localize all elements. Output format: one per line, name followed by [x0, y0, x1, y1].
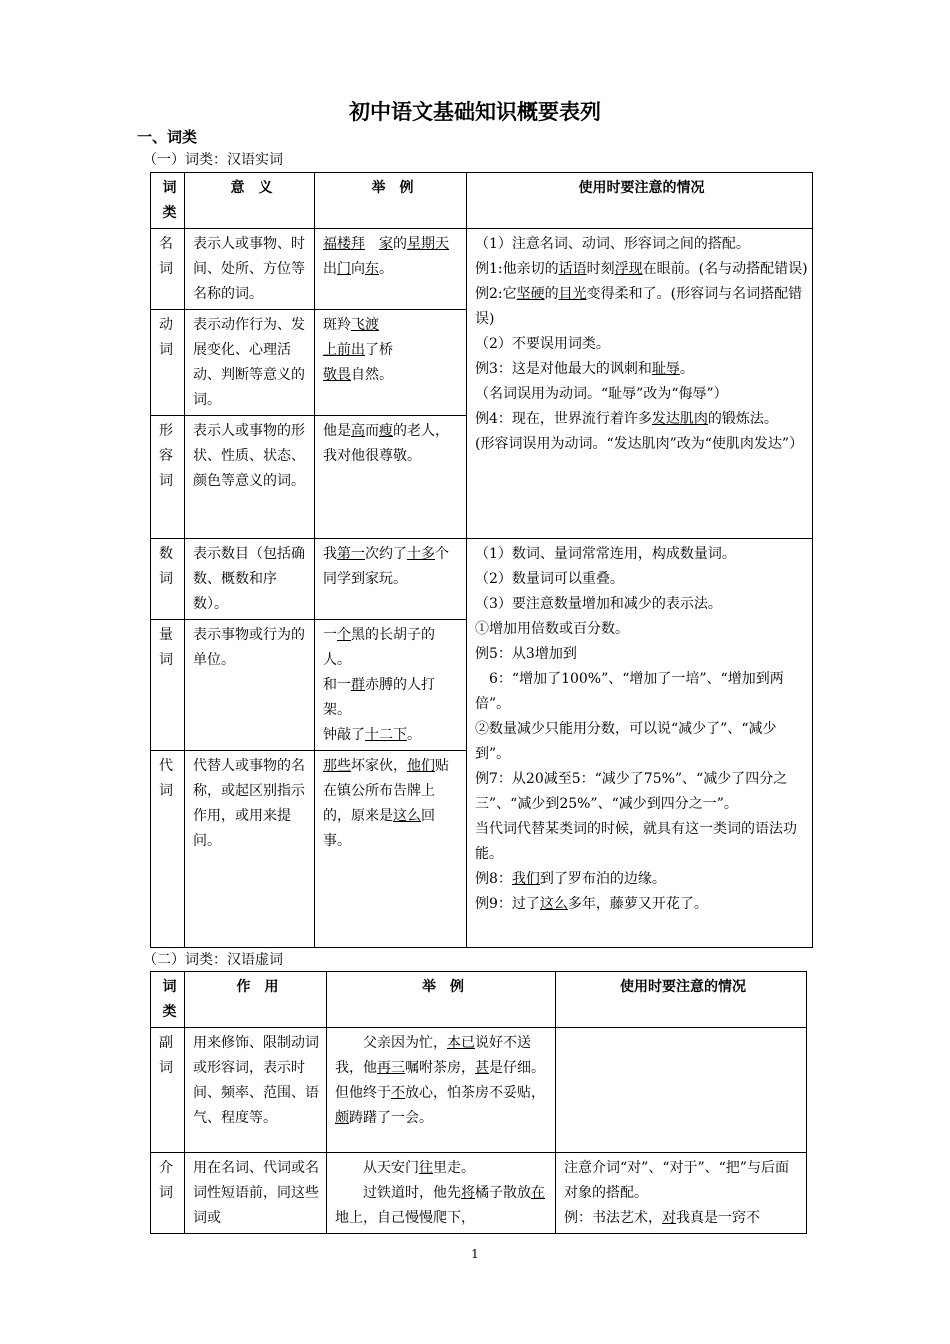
example-measure: 一个黑的长胡子的人。 和一群赤膊的人打架。 钟敲了十二下。 — [315, 620, 467, 751]
example-verb: 斑羚飞渡 上前出了桥 敬畏自然。 — [315, 310, 467, 416]
notes-noun-verb-adj: （1）注意名词、动词、形容词之间的搭配。 例1:他亲切的话语时刻浮现在眼前。(名与动搭配错误) 例2:它坚硬的目光变得柔和了。(形容词与名词搭配错误) （2）不要误用词类。 例3：这是对他最大的讽刺和耻辱。 （名词误用为动词。“耻辱”改为“侮辱”） 例4：现在，世界流行着许多发达肌肉的锻炼法。 (形容词误用为动词。“发达肌肉”改为“使肌肉发达”） — [467, 229, 813, 539]
example-noun: 福楼拜 家的星期天 出门向东。 — [315, 229, 467, 310]
meaning-verb: 表示动作行为、发展变化、心理活动、判断等意义的词。 — [185, 310, 315, 416]
cat-preposition: 介词 — [151, 1153, 185, 1234]
meaning-measure: 表示事物或行为的单位。 — [185, 620, 315, 751]
cat-adj: 形容词 — [151, 416, 185, 539]
example-pronoun: 那些坏家伙，他们贴在镇公所布告牌上的，原来是这么回事。 — [315, 751, 467, 948]
example-numeral: 我第一次约了十多个同学到家玩。 — [315, 539, 467, 620]
example-preposition: 从天安门往里走。 过铁道时，他先将橘子散放在地上，自己慢慢爬下， — [327, 1153, 556, 1234]
content-words-table — [150, 172, 813, 948]
page-title: 初中语文基础知识概要表列 — [349, 100, 601, 124]
cat-measure: 量词 — [151, 620, 185, 751]
subsection-heading-2: （二）词类：汉语虚词 — [143, 952, 283, 968]
section-heading: 一、词类 — [137, 128, 198, 146]
header-meaning: 意 义 — [185, 173, 315, 229]
notes-adverb — [556, 1028, 807, 1153]
notes-num-quant-pron: （1）数词、量词常常连用，构成数量词。 （2）数量词可以重叠。 （3）要注意数量增加和减少的表示法。 ①增加用倍数或百分数。 例5：从3增加到 6：“增加了100%”、“增加了一培”、“增加到两倍”。 ②数量减少只能用分数，可以说“减少了”、“减少到”。 例7：从20减至5：“减少了75%”、“减少了四分之三”、“减少到25%”、“减少到四分之一”。 当代词代替某类词的时候，就具有这一类词的语法功能。 例8：我们到了罗布泊的边缘。 例9：过了这么多年，藤萝又开花了。 — [467, 539, 813, 948]
cat-noun: 名词 — [151, 229, 185, 310]
function-words-table — [150, 971, 807, 1234]
cat-pronoun: 代词 — [151, 751, 185, 948]
header-notes: 使用时要注意的情况 — [467, 173, 813, 229]
cat-verb: 动词 — [151, 310, 185, 416]
header2-example: 举 例 — [327, 972, 556, 1028]
cat-numeral: 数词 — [151, 539, 185, 620]
function-adverb: 用来修饰、限制动词或形容词，表示时间、频率、范围、语气、程度等。 — [185, 1028, 327, 1153]
header2-notes: 使用时要注意的情况 — [556, 972, 807, 1028]
header-cat: 词类 — [151, 173, 185, 229]
header-example: 举 例 — [315, 173, 467, 229]
page-number: 1 — [471, 1247, 479, 1261]
example-adverb: 父亲因为忙，本已说好不送我，他再三嘱咐茶房，甚是仔细。但他终于不放心，怕茶房不妥贴，颇踌躇了一会。 — [327, 1028, 556, 1153]
meaning-noun: 表示人或事物、时间、处所、方位等名称的词。 — [185, 229, 315, 310]
subsection-heading-1: （一）词类：汉语实词 — [143, 152, 283, 168]
meaning-adj: 表示人或事物的形状、性质、状态、颜色等意义的词。 — [185, 416, 315, 539]
notes-preposition: 注意介词“对”、“对于”、“把”与后面对象的搭配。 例：书法艺术，对我真是一窍不 — [556, 1153, 807, 1234]
cat-adverb: 副词 — [151, 1028, 185, 1153]
example-adj: 他是高而瘦的老人，我对他很尊敬。 — [315, 416, 467, 539]
function-preposition: 用在名词、代词或名词性短语前，同这些词或 — [185, 1153, 327, 1234]
meaning-pronoun: 代替人或事物的名称，或起区别指示作用，或用来提问。 — [185, 751, 315, 948]
meaning-numeral: 表示数目（包括确数、概数和序数）。 — [185, 539, 315, 620]
header2-cat: 词类 — [151, 972, 185, 1028]
header2-function: 作 用 — [185, 972, 327, 1028]
